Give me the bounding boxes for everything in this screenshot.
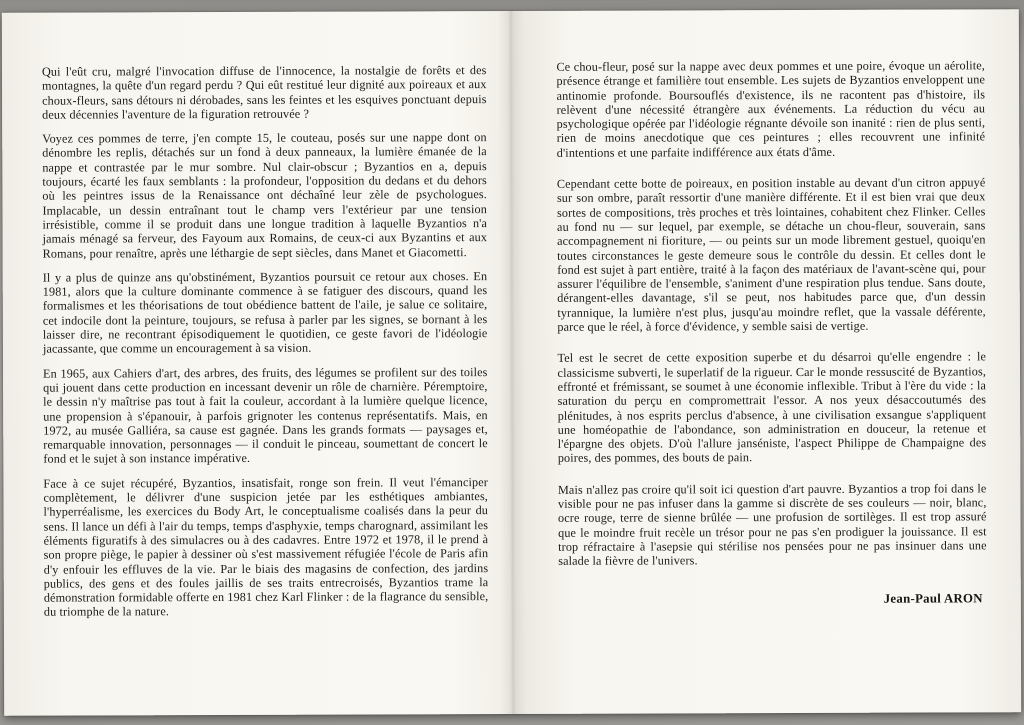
- book-spread: [2, 9, 1021, 716]
- paragraph: Tel est le secret de cette exposition superbe et du désarroi qu'elle engendre : le classicisme subverti, le superlatif de la rigueur. Car le monde ressuscité de Byzantios, effronté et frémissant, se soumet à une économie inflexible. Tribut à l'ère du vide : la saturation du perçu en compromettrait l'essor. A nos yeux désaccoutumés des plénitudes, à nos esprits perclus d'absence, à une civilisation exsangue s'appliquent une homéopathie de l'abondance, son administration en douceur, la retenue et l'épargne des objets. D'où l'allure janséniste, l'aspect Philippe de Champaigne des poires, des pommes, des bouts de pain.: [557, 349, 987, 466]
- paragraph: Voyez ces pommes de terre, j'en compte 15, le couteau, posés sur une nappe dont on dénombre les replis, détachés sur un fond à deux panneaux, la lumière émanée de la nappe et contrastée par le mur sombre. Nul clair-obscur ; Byzantios en a, depuis toujours, écarté les faux semblants : la profondeur, l'opposition du dedans et du dehors où les peintres issus de la Renaissance ont déchaîné leur zèle de psychologues. Implacable, un dessin entraînant tout le champ vers l'extérieur par une tension irrésistible, comme il se produit dans une longue tradition à laquelle Byzantios n'a jamais ménagé sa ferveur, des Fayoum aux Romains, de ceux-ci aux Byzantins et aux Romans, pour renaître, après une léthargie de sept siècles, dans Manet et Giacometti.: [42, 130, 488, 261]
- paragraph: Ce chou-fleur, posé sur la nappe avec deux pommes et une poire, évoque un aérolite, présence étrange et familière tout ensemble. Les sujets de Byzantios enveloppent une antinomie profonde. Boursouflés d'existence, ils ne racontent pas d'histoire, ils relèvent d'une nécessité étrangère aux événements. La réduction du vécu au psychologique opérée par l'idéologie régnante dévoile son inanité : rien de plus senti, rien de moins anecdotique que ces peintures ; elles recouvrent une infinité d'intentions et une parfaite indifférence aux états d'âme.: [556, 58, 986, 160]
- paragraph: Face à ce sujet récupéré, Byzantios, insatisfait, ronge son frein. Il veut l'émanciper complètement, le délivrer d'une suspicion jetée par les esthétiques ambiantes, l'hyperréalisme, les exercices du Body Art, le conceptualisme coalisés dans la peur du sens. Il lance un défi à l'air du temps, temps d'asphyxie, temps charognard, assimilant les éléments figuratifs à des simulacres ou à des cadavres. Entre 1972 et 1978, il le prend à son propre piège, le papier à dessiner où s'est massivement réfugiée l'école de Paris afin d'y enfouir les effluves de la vie. Par le biais des magasins de confection, des jardins publics, des gens et des foules jaillis de ses traits entrecroisés, Byzantios trame la démonstration formidable offerte en 1981 chez Karl Flinker : de la flagrance du sensible, du triomphe de la nature.: [43, 474, 489, 620]
- author-signature: Jean-Paul ARON: [883, 590, 983, 606]
- left-page: [2, 11, 513, 716]
- right-page: [510, 9, 1021, 714]
- paragraph: Mais n'allez pas croire qu'il soit ici question d'art pauvre. Byzantios a trop foi dans le visible pour ne pas infuser dans la gamme si discrète de ses couleurs — noir, blanc, ocre rouge, terre de sienne brûlée — une profusion de sortilèges. Il est trop assuré que le moindre fruit recèle un trésor pour ne pas s'en prodiguer la jouissance. Il est trop réfractaire à l'asepsie qui stérilise nos pensées pour ne pas insinuer dans une salade la fièvre de l'univers.: [557, 481, 987, 569]
- paragraph: Il y a plus de quinze ans qu'obstinément, Byzantios poursuit ce retour aux choses. En 1981, alors que la culture dominante commence à se fatiguer des discours, quand les formalismes et les théorisations de tout obédience battent de l'aile, je salue ce solitaire, cet indocile dont la peinture, toujours, se refusa à parler par les signes, se bornant à les laisser dire, ne recontrant épisodiquement le quotidien, ce geste favori de l'idéologie jacassante, que comme un encouragement à sa vision.: [42, 268, 488, 356]
- paragraph: Cependant cette botte de poireaux, en position instable au devant d'un citron appuyé sur son ombre, paraît ressortir d'une manière différente. Et il est bien vrai que deux sortes de compositions, très proches et très lointaines, cohabitent chez Flinker. Celles au fond nu — sur lequel, par exemple, se détache un chou-fleur, souverain, sans accompagnement ni fioriture, — ou peints sur un mode librement gestuel, quoiqu'en toutes circonstances le geste demeure sous le contrôle du dessin. Et celles dont le fond est sujet à part entière, traité à la façon des matériaux de l'avant-scène qui, pour assurer l'équilibre de l'ensemble, s'animent d'une respiration plus tendue. Sans doute, dérangent-elles davantage, s'il se peut, nos habitudes parce que, d'un dessin tyrannique, la lumière n'est plus, jusqu'au moindre reflet, que la vassale déférente, parce que le réel, à force d'évidence, y semble saisi de vertige.: [556, 175, 986, 334]
- paragraph: Qui l'eût cru, malgré l'invocation diffuse de l'innocence, la nostalgie de forêts et des montagnes, la quête d'un regard perdu ? Qui eût restitué leur dignité aux poireaux et aux choux-fleurs, sans détours ni dérobades, sans les feintes et les esquives ponctuant depuis deux décennies l'aventure de la figuration retrouvée ?: [41, 63, 487, 122]
- paragraph: En 1965, aux Cahiers d'art, des arbres, des fruits, des légumes se profilent sur des toiles qui jouent dans cette production en incessant devenir un rôle de charnière. Péremptoire, le dessin n'y maîtrise pas tout à fait la couleur, accordant à la lumière quelque licence, une propension à s'épanouir, à parfois grignoter les contenus représentatifs. Mais, en 1972, au musée Galliéra, sa cause est gagnée. Dans les grands formats — paysages et, remarquable innovation, personnages — il conduit le pinceau, soumettant de concert le fond et le sujet à son instance impérative.: [43, 364, 488, 467]
